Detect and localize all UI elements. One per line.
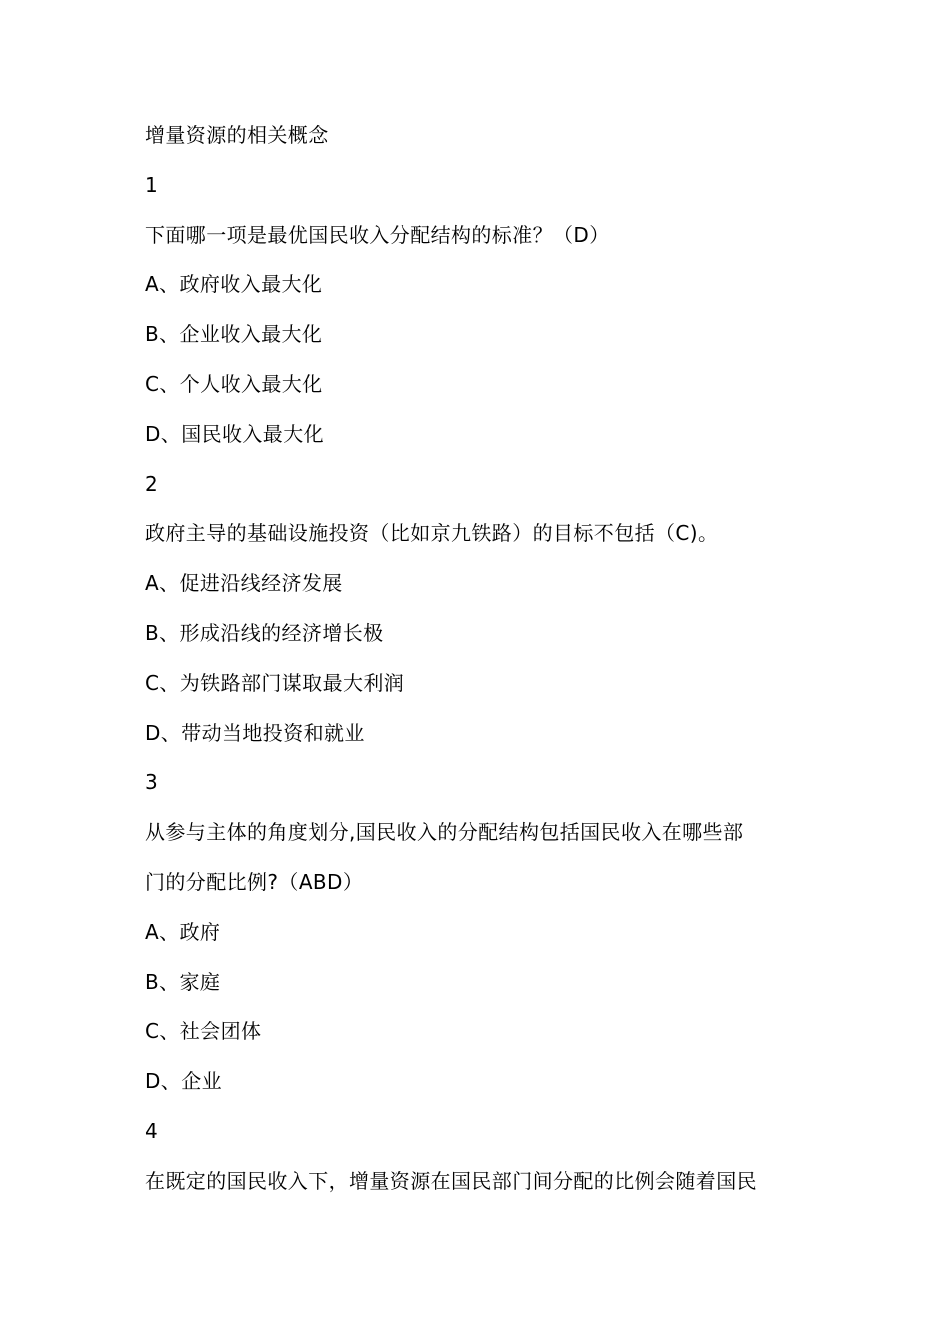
question-text: 下面哪一项是最优国民收入分配结构的标准？（D） xyxy=(145,222,610,247)
document-body xyxy=(145,111,815,1207)
question-text-line-2: 门的分配比例?（ABD） xyxy=(145,869,364,894)
option-c: C、社会团体 xyxy=(145,1019,262,1044)
option-b: B、形成沿线的经济增长极 xyxy=(145,620,384,645)
option-d: D、带动当地投资和就业 xyxy=(145,720,365,745)
option-b: B、家庭 xyxy=(145,969,221,994)
option-d: D、企业 xyxy=(145,1069,223,1094)
question-number: 1 xyxy=(145,172,159,197)
question-number: 3 xyxy=(145,770,159,795)
option-a: A、政府收入最大化 xyxy=(145,272,323,297)
option-d: D、国民收入最大化 xyxy=(145,421,325,446)
option-c: C、为铁路部门谋取最大利润 xyxy=(145,670,405,695)
option-a: A、政府 xyxy=(145,919,221,944)
document-title: 增量资源的相关概念 xyxy=(145,123,329,147)
option-b: B、企业收入最大化 xyxy=(145,322,323,347)
option-c: C、个人收入最大化 xyxy=(145,371,323,396)
question-number: 4 xyxy=(145,1118,159,1143)
question-number: 2 xyxy=(145,471,159,496)
option-a: A、促进沿线经济发展 xyxy=(145,571,343,596)
question-text: 在既定的国民收入下，增量资源在国民部门间分配的比例会随着国民 xyxy=(145,1168,757,1193)
question-text-line-1: 从参与主体的角度划分,国民收入的分配结构包括国民收入在哪些部 xyxy=(145,820,744,845)
question-text: 政府主导的基础设施投资（比如京九铁路）的目标不包括（C)。 xyxy=(145,521,719,546)
